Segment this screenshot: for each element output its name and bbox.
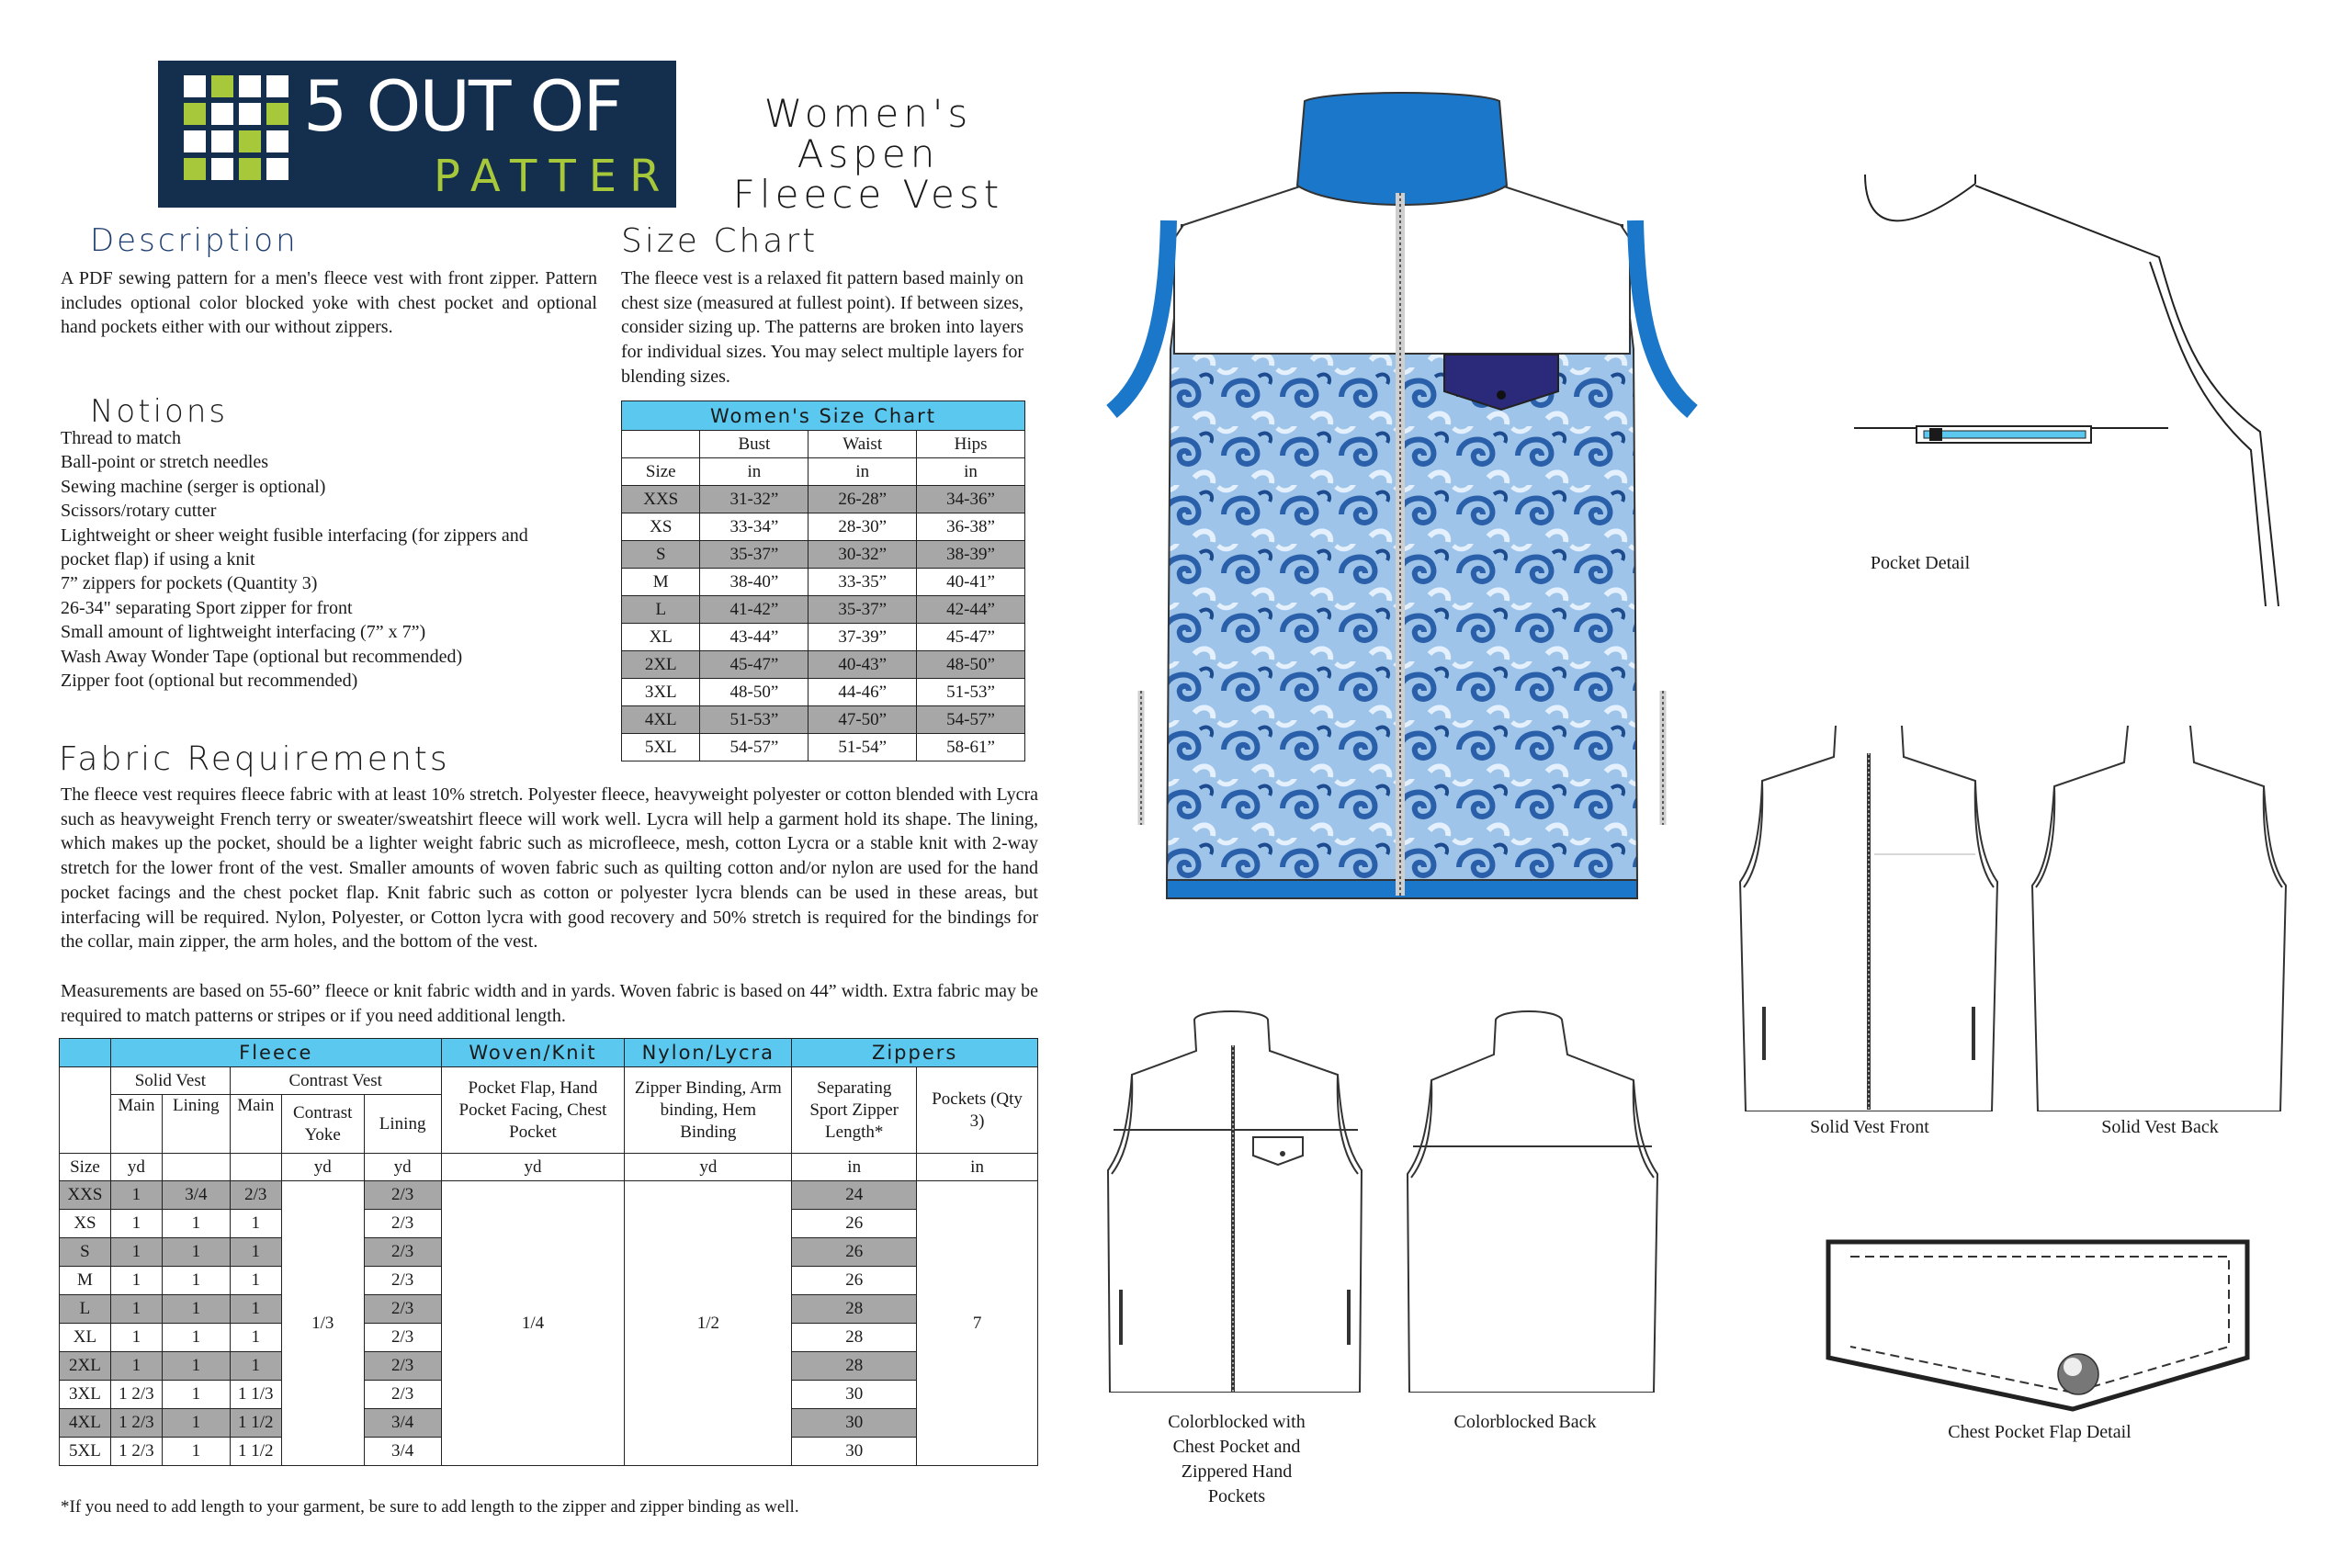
size-table-row: 4XL 51-53” 47-50” 54-57” — [622, 706, 1025, 734]
zipper-desc: Separating Sport Zipper Length* — [792, 1067, 917, 1154]
fabric-table-row: XXS 1 3/4 2/3 1/3 2/3 1/4 1/2 24 7 — [60, 1181, 1038, 1210]
woven-group-header: Woven/Knit — [441, 1039, 625, 1067]
solid-vest-header: Solid Vest — [110, 1067, 230, 1095]
contrast-vest-header: Contrast Vest — [230, 1067, 441, 1095]
fabric-table-row: S 1 1 1 2/3 26 — [60, 1238, 1038, 1267]
notions-list — [61, 426, 612, 693]
fleece-group-header: Fleece — [110, 1039, 441, 1067]
fabric-table-row: 2XL 1 1 1 2/3 28 — [60, 1352, 1038, 1381]
fabric-table-row: 5XL 1 2/3 1 1 1/2 3/4 30 — [60, 1438, 1038, 1466]
solid-vest-front-drawing — [1736, 726, 2003, 1111]
notion-item: Scissors/rotary cutter — [61, 501, 217, 522]
nylon-desc: Zipper Binding, Arm binding, Hem Binding — [625, 1067, 792, 1154]
size-table-row: 2XL 45-47” 40-43” 48-50” — [622, 651, 1025, 679]
size-chart-text: The fleece vest is a relaxed fit pattern based mainly on chest size (measured at fullest point). If between sizes, consider sizing up. The patterns are broken into layers for individual sizes. You may select multiple layers for blending sizes. — [621, 268, 1023, 387]
pocket-detail-caption: Pocket Detail — [1870, 553, 1971, 573]
fabric-requirements-table: Fleece Woven/Knit Nylon/Lycra Zippers Solid Vest Contrast Vest Pocket Flap, Hand Pocket Facing, Chest Pocket Zipper Binding, Arm binding, Hem Binding Separating Sport Zipper Length* Pockets (Qty 3) Main Lining Main Contrast Yoke Lining Size yd yd yd yd yd in in XXS 1 3/4 2/3 1/3 2/3 1/4 1/2 24 7 XS 1 1 1 2/3 26 S 1 1 1 2/3 26 M 1 1 1 2/3 26 L 1 1 1 2/3 28 XL 1 1 1 2/3 28 2XL 1 1 1 2/3 28 3XL 1 2/3 1 1 1/3 2/3 30 4XL 1 2/3 1 1 1/2 3/4 30 5XL 1 2/3 1 1 1/2 3/4 30 — [59, 1038, 1038, 1466]
size-table-row: XXS 31-32” 26-28” 34-36” — [622, 486, 1025, 513]
pocket-detail-drawing — [1847, 175, 2288, 606]
notion-item: Lightweight or sheer weight fusible interfacing (for zippers and — [61, 525, 528, 546]
logo-line2: PATTER — [434, 151, 673, 202]
chest-pocket-flap-drawing — [1825, 1238, 2253, 1415]
flap-detail-caption: Chest Pocket Flap Detail — [1948, 1422, 2132, 1442]
fabric-table-row: XL 1 1 1 2/3 28 — [60, 1324, 1038, 1352]
size-table-row: 5XL 54-57” 51-54” 58-61” — [622, 734, 1025, 761]
fabric-table-row: 3XL 1 2/3 1 1 1/3 2/3 30 — [60, 1381, 1038, 1409]
zipper-footnote: *If you need to add length to your garment, be sure to add length to the zipper and zipper binding as well. — [61, 1497, 799, 1517]
size-table-units: Size in in in — [622, 458, 1025, 486]
title-line2: Fleece Vest — [732, 172, 1004, 217]
fabric-heading: Fabric Requirements — [59, 740, 450, 778]
description-heading: Description — [90, 222, 299, 259]
vest-main-illustration — [1099, 73, 1705, 919]
size-table-row: 3XL 48-50” 44-46” 51-53” — [622, 679, 1025, 706]
colorblocked-front-drawing — [1102, 1009, 1369, 1393]
notion-item: 7” zippers for pockets (Quantity 3) — [61, 573, 318, 594]
size-table-row: XS 33-34” 28-30” 36-38” — [622, 513, 1025, 541]
notion-item: 26-34" separating Sport zipper for front — [61, 597, 353, 618]
pattern-title — [698, 91, 1038, 217]
pockets-desc: Pockets (Qty 3) — [917, 1067, 1038, 1154]
size-table-title: Women's Size Chart — [622, 401, 1025, 431]
solid-vest-back-drawing — [2027, 726, 2293, 1111]
size-table-row: L 41-42” 35-37” 42-44” — [622, 596, 1025, 624]
notion-item: Zipper foot (optional but recommended) — [61, 671, 358, 692]
colorblocked-front-caption: Colorblocked with Chest Pocket and Zippered Hand Pockets — [1168, 1412, 1306, 1506]
fabric-table-row: L 1 1 1 2/3 28 — [60, 1295, 1038, 1324]
size-table-row: S 35-37” 30-32” 38-39” — [622, 541, 1025, 569]
notion-item: Small amount of lightweight interfacing (7” x 7”) — [61, 622, 426, 643]
colorblocked-back-caption: Colorblocked Back — [1453, 1412, 1597, 1432]
notion-item: Ball-point or stretch needles — [61, 452, 269, 473]
logo-line1: 5 OUT OF — [303, 65, 622, 147]
fabric-para1: The fleece vest requires fleece fabric with at least 10% stretch. Polyester fleece, heavyweight polyester or cotton blended with Lycra such as heavyweight French terry or sweater/sweatshirt fleece will work well. Lycra will help a garment hold its shape. The lining, which makes up the pocket, should be a lighter weight fabric such as microfleece, mesh, cotton Lycra or a stable knit with 2-way stretch for the lower front of the vest. Smaller amounts of woven fabric such as quilting cotton and/or nylon are used for the hand pocket facings and the chest pocket flap. Knit fabric such as cotton or polyester lycra blends can be used in these areas, but interfacing will be required. Nylon, Polyester, or Cotton lycra with good recovery and 50% stretch is required for the bindings for the collar, main zipper, the arm holes, and the bottom of the vest. — [61, 784, 1038, 953]
colorblocked-back-drawing — [1400, 1009, 1667, 1393]
fabric-para2: Measurements are based on 55-60” fleece or knit fabric width and in yards. Woven fabric is based on 44” width. Extra fabric may be required to match patterns or stripes or if you need additional length. — [61, 981, 1038, 1026]
notions-heading: Notions — [90, 393, 229, 430]
title-line1: Women's Aspen — [763, 91, 973, 176]
brand-logo — [158, 61, 676, 208]
size-table-row: M 38-40” 33-35” 40-41” — [622, 569, 1025, 596]
fabric-table-row: M 1 1 1 2/3 26 — [60, 1267, 1038, 1295]
size-table-row: XL 43-44” 37-39” 45-47” — [622, 624, 1025, 651]
nylon-group-header: Nylon/Lycra — [625, 1039, 792, 1067]
description-text: A PDF sewing pattern for a men's fleece vest with front zipper. Pattern includes optional color blocked yoke with chest pocket and optional hand pockets either with our without zippers. — [61, 268, 597, 338]
notion-item: Wash Away Wonder Tape (optional but recommended) — [61, 646, 463, 667]
size-chart-heading: Size Chart — [621, 222, 819, 260]
fabric-table-row: 4XL 1 2/3 1 1 1/2 3/4 30 — [60, 1409, 1038, 1438]
woven-desc: Pocket Flap, Hand Pocket Facing, Chest Pocket — [441, 1067, 625, 1154]
notion-item: pocket flap) if using a knit — [61, 549, 255, 570]
womens-size-chart-table — [621, 400, 1025, 761]
zippers-group-header: Zippers — [792, 1039, 1038, 1067]
solid-front-caption: Solid Vest Front — [1810, 1117, 1929, 1137]
fabric-units-row: Size yd yd yd yd yd in in — [60, 1154, 1038, 1181]
size-table-header: Bust Waist Hips — [622, 431, 1025, 458]
notion-item: Thread to match — [61, 428, 182, 448]
solid-back-caption: Solid Vest Back — [2101, 1117, 2219, 1137]
notion-item: Sewing machine (serger is optional) — [61, 476, 326, 497]
fabric-table-row: XS 1 1 1 2/3 26 — [60, 1210, 1038, 1238]
